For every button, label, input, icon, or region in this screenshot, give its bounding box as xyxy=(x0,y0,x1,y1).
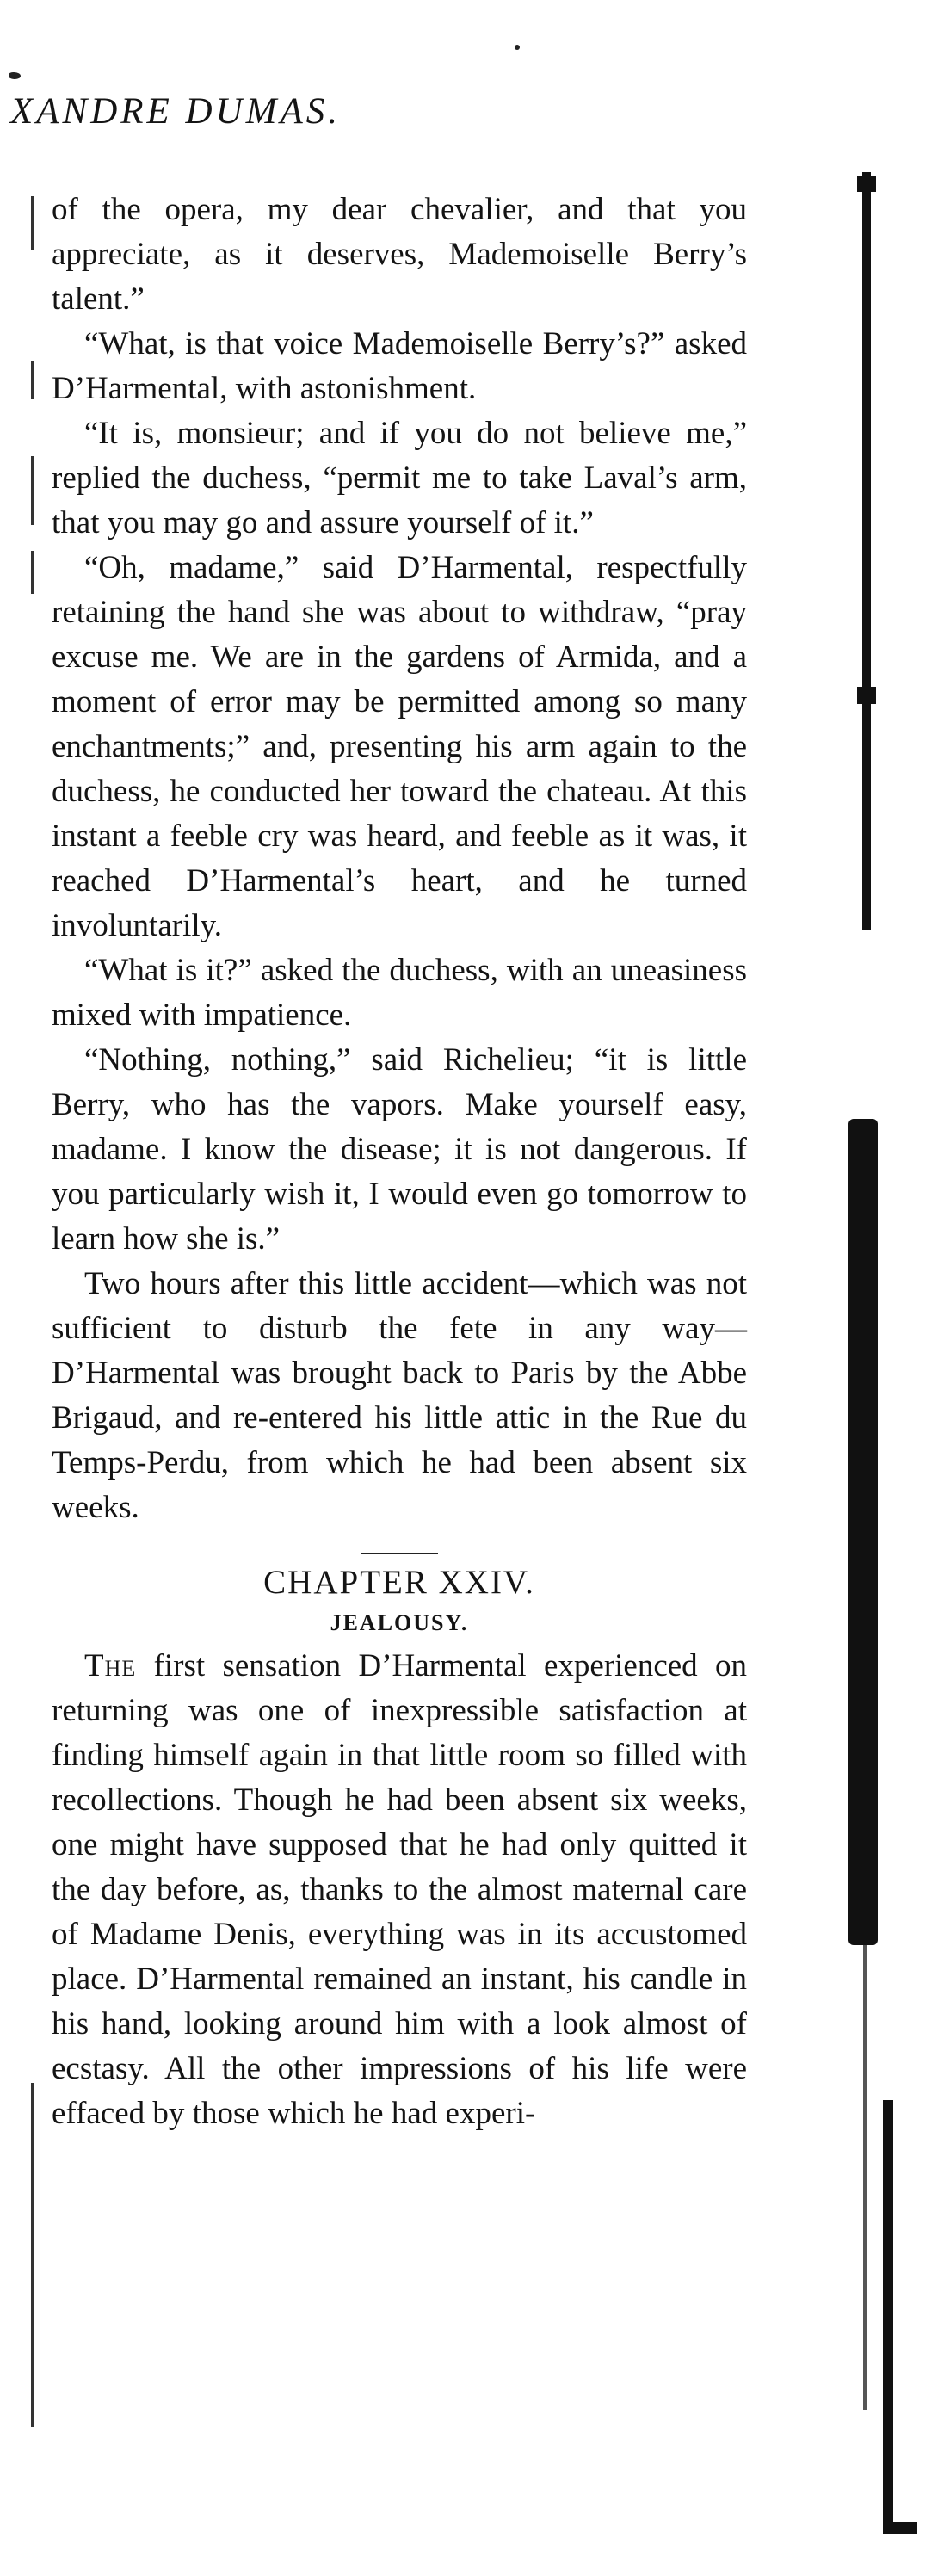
paragraph: “What is it?” asked the duchess, with an uneasiness mixed with impatience. xyxy=(52,953,747,1033)
margin-rule xyxy=(31,196,34,250)
paragraph: “What, is that voice Mademoiselle Berry’s?” asked D’Harmental, with astonishment. xyxy=(52,326,747,406)
chapter-subtitle: JEALOUSY. xyxy=(330,1610,469,1635)
ink-dot xyxy=(515,45,520,50)
binding-mark xyxy=(883,2522,917,2534)
chapter-divider xyxy=(361,1553,438,1554)
text-column xyxy=(52,188,747,2136)
binding-shadow xyxy=(848,1119,878,1945)
binding-shadow xyxy=(862,172,871,930)
chapter-title: CHAPTER XXIV. xyxy=(263,1564,535,1601)
running-head: XANDRE DUMAS. xyxy=(10,91,341,132)
paragraph: “It is, monsieur; and if you do not believe me,” replied the duchess, “permit me to take Laval’s arm, that you may go and assure yourself of it.” xyxy=(52,416,747,541)
margin-rule xyxy=(31,551,34,594)
paragraph: of the opera, my dear chevalier, and that you appreciate, as it deserves, Mademoiselle Berry’s talent.” xyxy=(52,192,747,317)
paragraph: “Oh, madame,” said D’Harmental, respectfully retaining the hand she was about to withdraw, “pray excuse me. We are in the gardens of Armida, and a moment of error may be permitted among so many enchantments;” and, presenting his arm again to the duchess, he conducted her toward the chateau. At this instant a feeble cry was heard, and feeble as it was, it reached D’Harmental’s heart, and he turned involuntarily. xyxy=(52,550,747,943)
chapter-opening-paragraph xyxy=(52,1644,747,2136)
margin-rule xyxy=(31,361,34,399)
binding-line xyxy=(863,1945,867,2410)
margin-rule xyxy=(31,2083,34,2427)
margin-rule xyxy=(31,456,34,525)
paragraph: Two hours after this little accident—which was not sufficient to disturb the fete in any way—D’Harmental was brought back to Paris by the Abbe Brigaud, and re-entered his little attic in the Rue du Temps-Perdu, from which he had been absent six weeks. xyxy=(52,1266,747,1525)
paragraph: “Nothing, nothing,” said Richelieu; “it is little Berry, who has the vapors. Make yourself easy, madame. I know the disease; it is not dangerous. If you particularly wish it, I would even go tomorrow to learn how she is.” xyxy=(52,1042,747,1257)
binding-shadow xyxy=(883,2100,893,2530)
ink-blot xyxy=(9,72,21,79)
binding-mark xyxy=(857,176,876,192)
binding-mark xyxy=(857,687,876,704)
lead-word: The xyxy=(84,1648,137,1683)
paragraph-text: first sensation D’Harmental experienced on returning was one of inexpressible satisfaction at finding himself again in that little room so filled with recollections. Though he had been absent six weeks, one might have supposed that he had only quitted it the day before, as, thanks to the almost maternal care of Madame Denis, everything was in its accustomed place. D’Harmental remained an instant, his candle in his hand, looking around him with a look almost of ecstasy. All the other impressions of his life were effaced by those which he had experi- xyxy=(52,1648,747,2131)
